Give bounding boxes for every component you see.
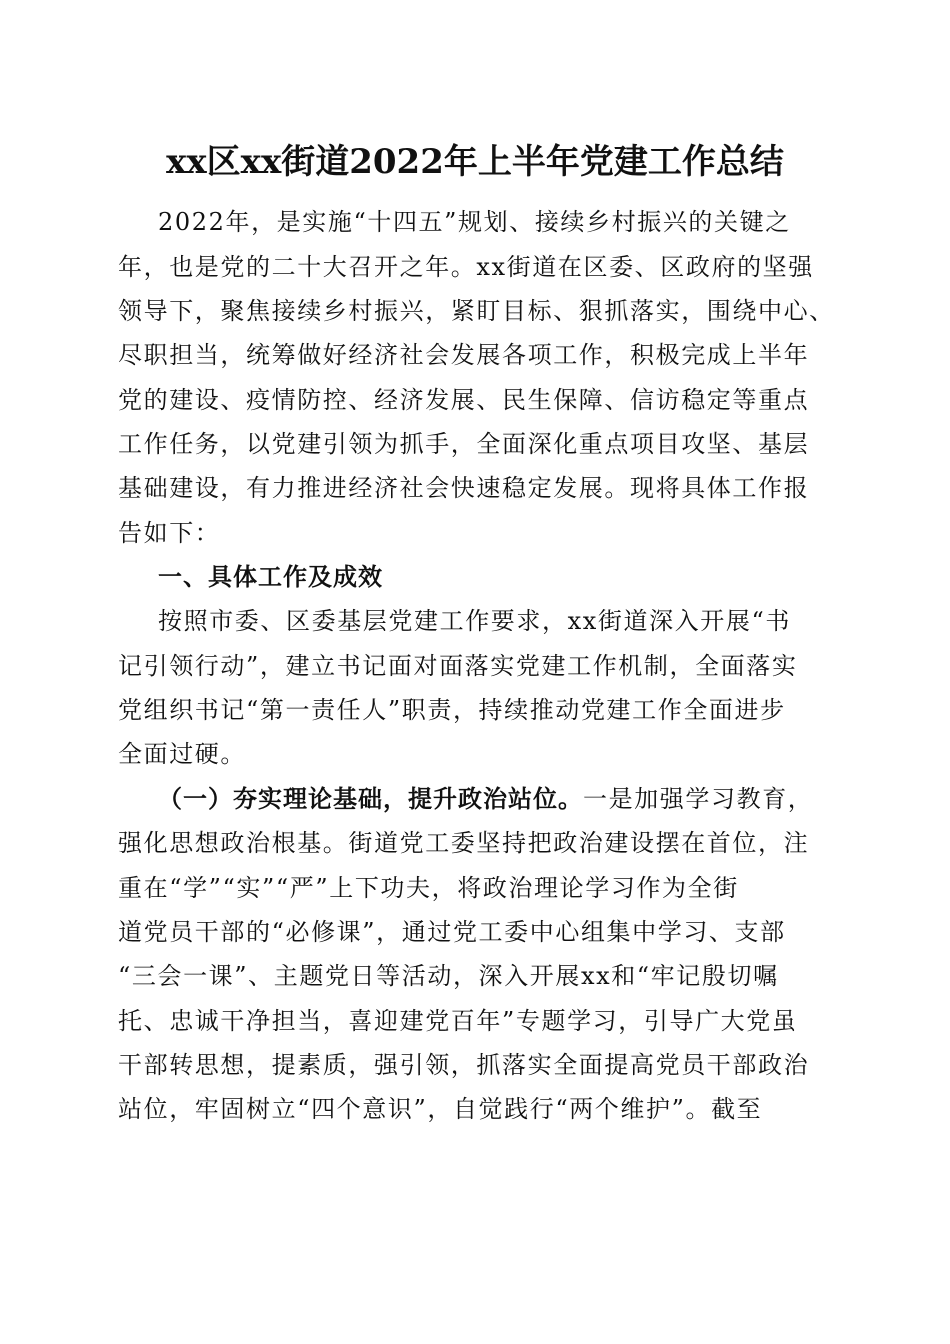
subsection1-line-6: 托、忠诚干净担当，喜迎建党百年”专题学习，引导广大党虽 bbox=[118, 1007, 798, 1035]
paragraph1-line-4: 尽职担当，统筹做好经济社会发展各项工作，积极完成上半年 bbox=[118, 341, 810, 369]
paragraph1-line-7: 基础建设，有力推进经济社会快速稳定发展。现将具体工作报 bbox=[118, 474, 810, 502]
subsection1-line-8: 站位，牢固树立“四个意识”，自觉践行“两个维护”。截至 bbox=[118, 1095, 763, 1123]
subsection1-line-5: “三会一课”、主题党日等活动，深入开展xx和“牢记殷切嘱 bbox=[118, 962, 779, 990]
subsection1-line-4: 道党员干部的“必修课”，通过党工委中心组集中学习、支部 bbox=[118, 918, 786, 946]
subsection1-line-7: 干部转思想，提素质，强引领，抓落实全面提高党员干部政治 bbox=[118, 1051, 810, 1079]
paragraph1-line-5: 党的建设、疫情防控、经济发展、民生保障、信访稳定等重点 bbox=[118, 386, 810, 414]
subsection1-heading: （一）夯实理论基础，提升政治站位。 bbox=[158, 785, 583, 813]
paragraph2-line-3: 党组织书记“第一责任人”职责，持续推动党建工作全面进步 bbox=[118, 696, 786, 724]
paragraph1-line-6: 工作任务，以党建引领为抓手，全面深化重点项目攻坚、基层 bbox=[118, 430, 810, 458]
paragraph1-line-3: 领导下，聚焦接续乡村振兴，紧盯目标、狠抓落实，围绕中心、 bbox=[118, 297, 835, 325]
paragraph2-line-4: 全面过硬。 bbox=[118, 740, 246, 768]
subsection1-first-line-rest: 一是加强学习教育， bbox=[583, 785, 814, 813]
paragraph1-line-2: 年，也是党的二十大召开之年。xx街道在区委、区政府的坚强 bbox=[118, 253, 814, 281]
subsection1-first-line bbox=[158, 782, 848, 816]
paragraph1-line-8: 告如下： bbox=[118, 519, 221, 547]
subsection1-line-3: 重在“学”“实”“严”上下功夫，将政治理论学习作为全街 bbox=[118, 874, 739, 902]
paragraph2-line-2: 记引领行动”，建立书记面对面落实党建工作机制，全面落实 bbox=[118, 652, 798, 680]
subsection1-line-2: 强化思想政治根基。街道党工委坚持把政治建设摆在首位，注 bbox=[118, 829, 810, 857]
paragraph1-line-1: 2022年，是实施“十四五”规划、接续乡村振兴的关键之 bbox=[158, 208, 791, 236]
document-title: xx区xx街道2022年上半年党建工作总结 bbox=[166, 142, 784, 182]
section1-heading: 一、具体工作及成效 bbox=[158, 563, 383, 591]
paragraph2-line-1: 按照市委、区委基层党建工作要求，xx街道深入开展“书 bbox=[158, 607, 791, 635]
